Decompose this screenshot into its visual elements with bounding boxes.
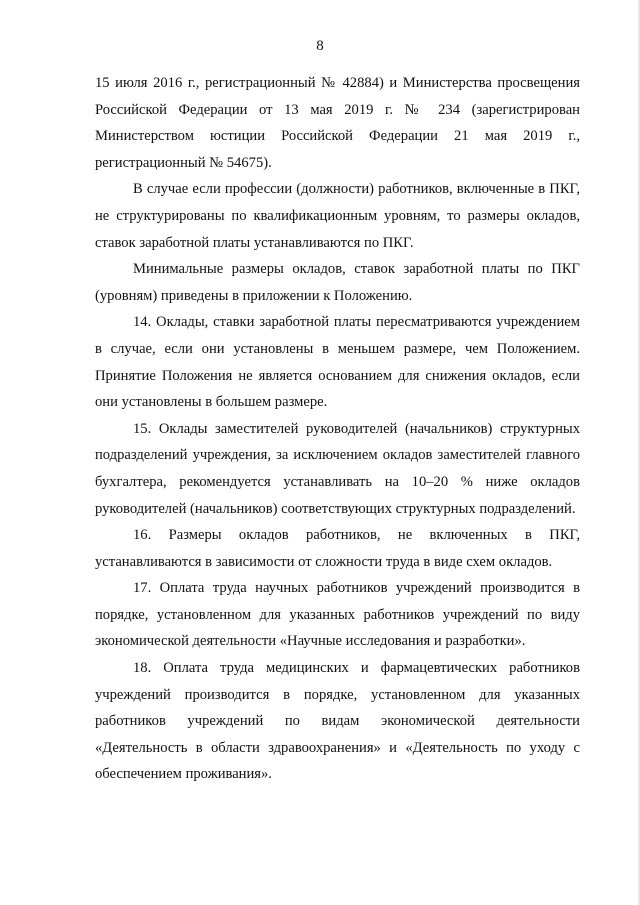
paragraph-unstructured-professions: В случае если профессии (должности) работников, включенные в ПКГ, не структурированы по квалификационным уровням, то размеры окладов, ставок заработной платы устанавливаются по ПКГ.	[95, 181, 580, 251]
paragraph-17-scientific-staff: 17. Оплата труда научных работников учреждений производится в порядке, установленном для указанных работников учреждений по виду экономической деятельности «Научные исследования и разработки».	[95, 580, 580, 650]
document-body	[95, 70, 580, 788]
paragraph-16-non-pkg-salaries: 16. Размеры окладов работников, не включенных в ПКГ, устанавливаются в зависимости от сложности труда в виде схем окладов.	[95, 527, 580, 570]
page-number: 8	[316, 38, 324, 54]
paragraph-minimum-salaries: Минимальные размеры окладов, ставок заработной платы по ПКГ (уровням) приведены в приложении к Положению.	[95, 261, 580, 304]
paragraph-15-deputy-salaries: 15. Оклады заместителей руководителей (начальников) структурных подразделений учреждения, за исключением окладов заместителей главного бухгалтера, рекомендуется устанавливать на 10–20 % ниже окладов руководителей (начальников) соответствующих структурных подразделений.	[95, 420, 580, 517]
paragraph-18-medical-staff: 18. Оплата труда медицинских и фармацевтических работников учреждений производится в порядке, установленном для указанных работников учреждений по видам экономической деятельности «Деятельность в области здравоохранения» и «Деятельность по уходу с обеспечением проживания».	[95, 660, 580, 783]
paragraph-14-salary-review: 14. Оклады, ставки заработной платы пересматриваются учреждением в случае, если они установлены в меньшем размере, чем Положением. Принятие Положения не является основанием для снижения окладов, если они установлены в большем размере.	[95, 314, 580, 411]
paragraph-continuation: 15 июля 2016 г., регистрационный № 42884) и Министерства просвещения Российской Федерации от 13 мая 2019 г. № 234 (зарегистрирован Министерством юстиции Российской Федерации 21 мая 2019 г., регистрационный № 54675).	[95, 75, 580, 171]
